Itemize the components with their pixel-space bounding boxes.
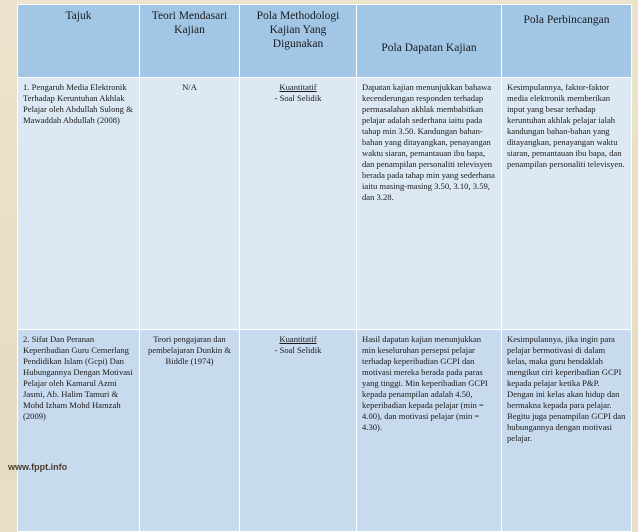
cell-teori: Teori pengajaran dan pembelajaran Dunkin & Biddle (1974)	[140, 330, 240, 532]
cell-tajuk: 2. Sifat Dan Peranan Keperibadian Guru Cemerlang Pendidikan Islam (Gcpi) Dan Hubungannya Dengan Motivasi Pelajar oleh Kamarul Azmi Jasmi, Ab. Halim Tamuri & Mohd Izham Mohd Hamzah (2009)	[18, 330, 140, 532]
cell-dapatan: Dapatan kajian menunjukkan bahawa kecenderungan responden terhadap permasalahan akhlak membabitkan pelajar adalah sederhana iaitu pada tahap min 3.50. Kandungan bahan-bahan yang ditayangkan, penayangan waktu siaran, pemantauan ibu bapa, dan penampilan personaliti televisyen berada pada tahap min yang sederhana iaitu masing-masing 3.50, 3.10, 3.59, dan 3.28.	[357, 78, 502, 330]
table-row	[18, 330, 632, 532]
cell-dapatan: Hasil dapatan kajian menunjukkan min keseluruhan persepsi pelajar terhadap keperibadian GCPI dan motivasi mereka berada pada paras yang tinggi. Min keperibadian GCPI kepada penampilan adalah 4.50, keperibadian kepada pelajar (min = 4.00), dan motivasi pelajar (min = 4.30).	[357, 330, 502, 532]
header-metodologi: Pola Methodologi Kajian Yang Digunakan	[240, 5, 357, 78]
cell-metodologi	[240, 78, 357, 330]
header-perbincangan: Pola Perbincangan	[502, 5, 632, 78]
header-teori: Teori Mendasari Kajian	[140, 5, 240, 78]
table-row	[18, 78, 632, 330]
table-header-row	[18, 5, 632, 78]
metodologi-detail: - Soal Selidik	[274, 93, 322, 103]
footer-watermark: www.fppt.info	[8, 462, 68, 472]
metodologi-title: Kuantitatif	[279, 82, 317, 92]
cell-tajuk: 1. Pengaruh Media Elektronik Terhadap Keruntuhan Akhlak Pelajar oleh Abdullah Sulong & Mawaddah Abdullah (2008)	[18, 78, 140, 330]
header-tajuk: Tajuk	[18, 5, 140, 78]
cell-metodologi	[240, 330, 357, 532]
cell-teori: N/A	[140, 78, 240, 330]
literature-review-table	[17, 4, 632, 532]
cell-perbincangan: Kesimpulannya, jika ingin para pelajar bermotivasi di dalam kelas, maka guru hendaklah mengikut ciri keperibadian GCPI kepada pelajar ketika P&P. Dengan ini kelas akan hidup dan bermakna kepada para pelajar. Begitu juga penampilan GCPI dan hubungannya dengan motivasi pelajar.	[502, 330, 632, 532]
cell-perbincangan: Kesimpulannya, faktor-faktor media elektronik memberikan input yang besar terhadap keruntuhan akhlak pelajar ialah kandungan bahan-bahan yang ditayangkan, penayangan waktu siaran, pemantauan ibu bapa, dan penampilan personaliti televisyen.	[502, 78, 632, 330]
header-dapatan: Pola Dapatan Kajian	[357, 5, 502, 78]
metodologi-title: Kuantitatif	[279, 334, 317, 344]
metodologi-detail: - Soal Selidik	[274, 345, 322, 355]
